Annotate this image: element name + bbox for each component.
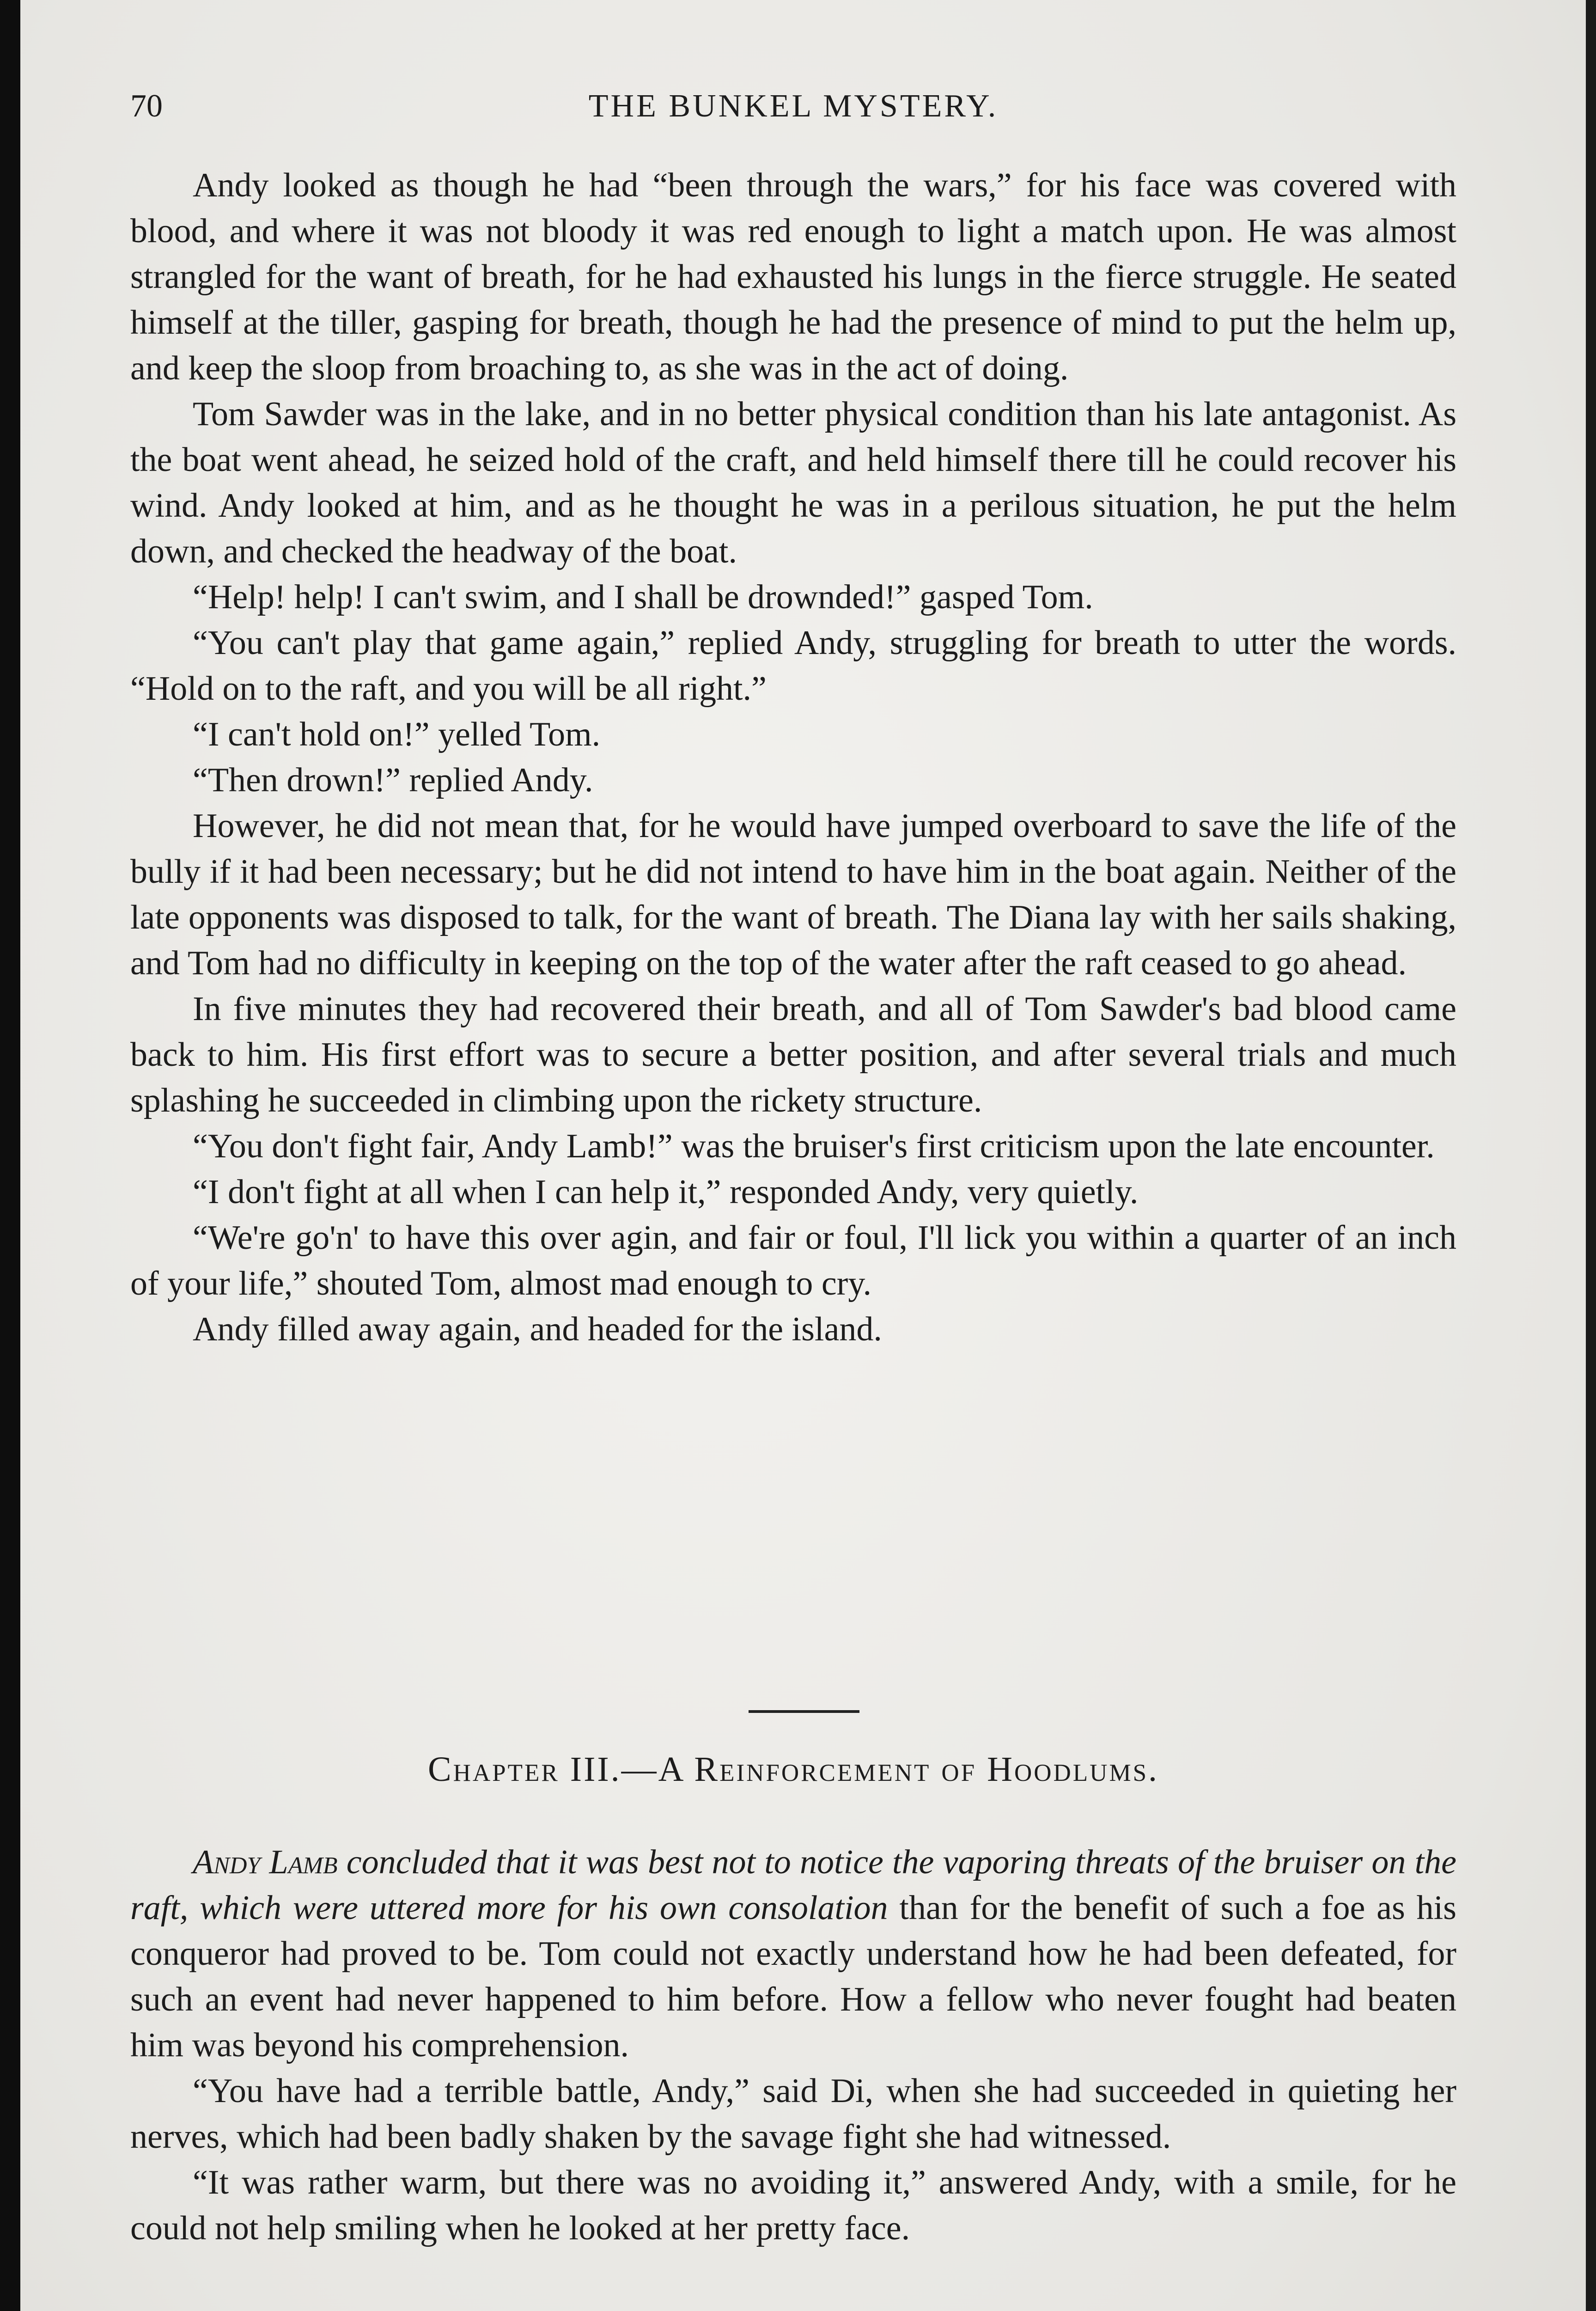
paragraph: Andy filled away again, and headed for the island. bbox=[193, 1310, 882, 1348]
page-header bbox=[130, 88, 1456, 129]
scan-edge-left bbox=[0, 0, 20, 2311]
text-block-after-chapter bbox=[130, 1840, 1456, 2251]
paragraph: “Then drown!” replied Andy. bbox=[193, 761, 593, 799]
page-number: 70 bbox=[130, 88, 163, 124]
paragraph: “I can't hold on!” yelled Tom. bbox=[193, 715, 601, 753]
paragraph: However, he did not mean that, for he would have jumped overboard to save the life of the bully if it had been necessary; but he did not intend to have him in the boat again. Neither of the late opponents was disposed to talk, for the want of breath. The Diana lay with her sails shaking, and Tom had no difficulty in keeping on the top of the water after the raft ceased to go ahead. bbox=[130, 807, 1456, 982]
text-block-before-chapter bbox=[130, 163, 1456, 1352]
chapter-opening-name: Andy Lamb bbox=[193, 1843, 338, 1881]
paragraph: “You don't fight fair, Andy Lamb!” was the bruiser's first criticism upon the late encounter. bbox=[193, 1127, 1435, 1165]
scan-edge-right bbox=[1586, 0, 1596, 2311]
paragraph: “We're go'n' to have this over agin, and fair or foul, I'll lick you within a quarter of an inch of your life,” shouted Tom, almost mad enough to cry. bbox=[130, 1219, 1456, 1302]
paragraph: In five minutes they had recovered their breath, and all of Tom Sawder's bad blood came back to him. His first effort was to secure a better position, and after several trials and much splashing he succeeded in climbing upon the rickety structure. bbox=[130, 990, 1456, 1119]
section-divider-rule bbox=[749, 1710, 859, 1713]
paragraph: Andy looked as though he had “been through the wars,” for his face was covered with blood, and where it was not bloody it was red enough to light a match upon. He was almost strangled for the want of breath, for he had exhausted his lungs in the fierce struggle. He seated himself at the tiller, gasping for breath, though he had the presence of mind to put the helm up, and keep the sloop from broaching to, as she was in the act of doing. bbox=[130, 166, 1456, 387]
running-head: THE BUNKEL MYSTERY. bbox=[588, 88, 999, 124]
paragraph: “You can't play that game again,” replied Andy, struggling for breath to utter the words. “Hold on to the raft, and you will be all right.” bbox=[130, 624, 1456, 708]
paragraph: “It was rather warm, but there was no avoiding it,” answered Andy, with a smile, for he could not help smiling when he looked at her pretty face. bbox=[130, 2164, 1456, 2247]
chapter-heading: Chapter III.—A Reinforcement of Hoodlums. bbox=[427, 1750, 1159, 1789]
paragraph: “I don't fight at all when I can help it,” responded Andy, very quietly. bbox=[193, 1173, 1139, 1211]
chapter-opening-paragraph bbox=[130, 1840, 1456, 2068]
paragraph: “You have had a terrible battle, Andy,” said Di, when she had succeeded in quieting her nerves, which had been badly shaken by the savage fight she had witnessed. bbox=[130, 2072, 1456, 2156]
chapter-opening-roman-text: than for the benefit of such a foe as his conqueror had proved to be. Tom could not exactly understand how he had been defeated, for such an event had never happened to him before. How a fellow who never fought had beaten him was beyond his comprehension. bbox=[130, 1889, 1456, 2064]
chapter-opening-italic-text: concluded that it was best not to notice the vaporing threats of the bruiser on the raft, which were uttered more for his own consolation bbox=[130, 1843, 1457, 1927]
paragraph: Tom Sawder was in the lake, and in no better physical condition than his late antagonist. As the boat went ahead, he seized hold of the craft, and held himself there till he could recover his wind. Andy looked at him, and as he thought he was in a perilous situation, he put the helm down, and checked the headway of the boat. bbox=[130, 395, 1456, 570]
paragraph: “Help! help! I can't swim, and I shall be drownded!” gasped Tom. bbox=[193, 578, 1093, 616]
